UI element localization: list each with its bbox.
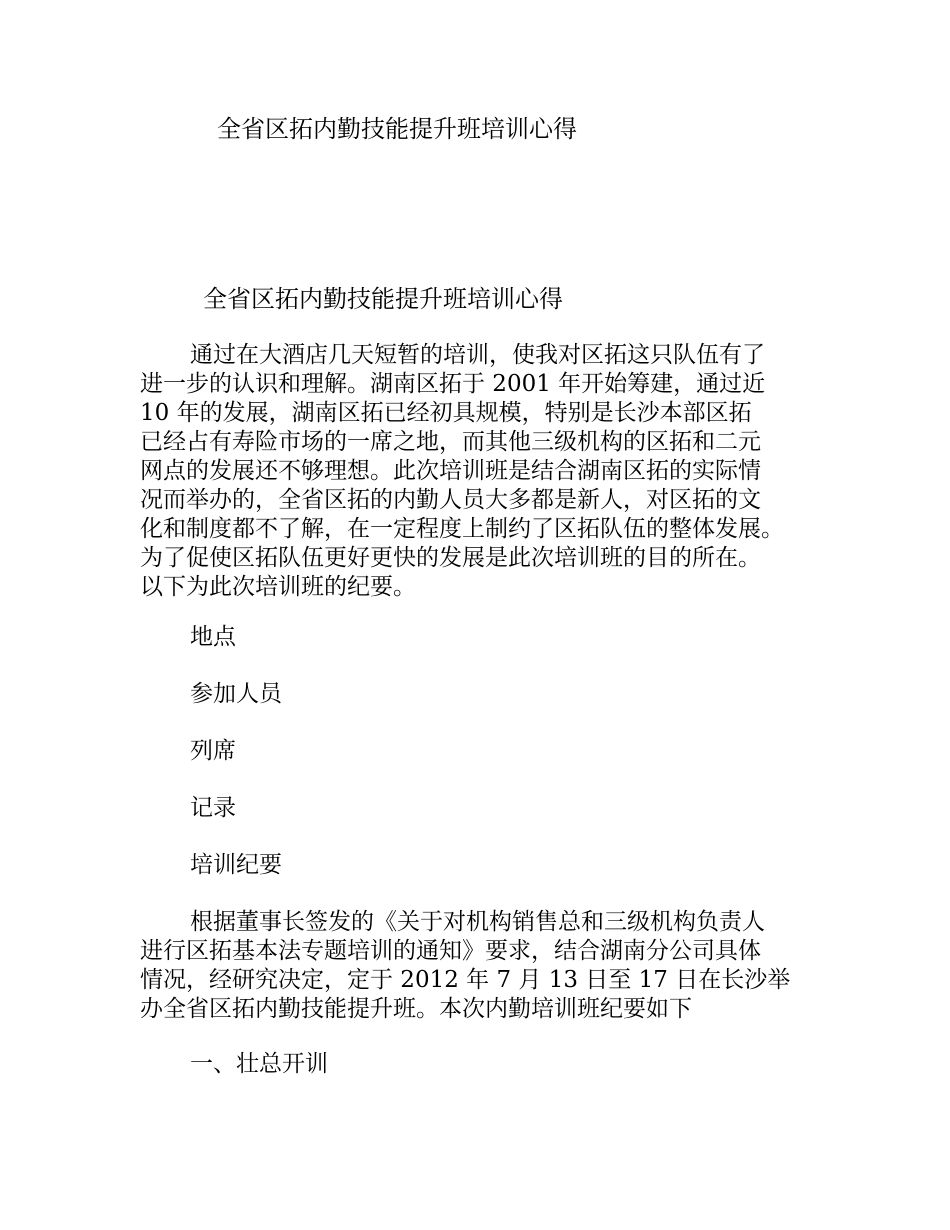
item-training-summary: 培训纪要 (190, 852, 282, 878)
intro-paragraph (140, 341, 830, 602)
notice-line: 根据董事长签发的《关于对机构销售总和三级机构负责人 (190, 909, 765, 935)
section-heading-1: 一、壮总开训 (190, 1051, 328, 1077)
notice-line: 情况，经研究决定，定于 2012 年 7 月 13 日至 17 日在长沙举 (140, 967, 791, 993)
document-title: 全省区拓内勤技能提升班培训心得 (217, 115, 577, 143)
item-record: 记录 (190, 795, 236, 821)
notice-paragraph (140, 908, 830, 1024)
intro-line: 10 年的发展，湖南区拓已经初具规模，特别是长沙本部区拓 (140, 400, 752, 426)
intro-line: 为了促使区拓队伍更好更快的发展是此次培训班的目的所在。 (140, 545, 761, 571)
notice-line: 进行区拓基本法专题培训的通知》要求，结合湖南分公司具体 (140, 938, 761, 964)
intro-line: 已经占有寿险市场的一席之地，而其他三级机构的区拓和二元 (140, 429, 761, 455)
intro-line: 通过在大酒店几天短暂的培训，使我对区拓这只队伍有了 (190, 342, 765, 368)
document-subtitle: 全省区拓内勤技能提升班培训心得 (203, 285, 563, 313)
item-observers: 列席 (190, 738, 236, 764)
item-place: 地点 (190, 624, 236, 650)
intro-line: 网点的发展还不够理想。此次培训班是结合湖南区拓的实际情 (140, 458, 761, 484)
intro-line: 况而举办的，全省区拓的内勤人员大多都是新人，对区拓的文 (140, 487, 761, 513)
intro-line: 以下为此次培训班的纪要。 (140, 574, 416, 600)
notice-line: 办全省区拓内勤技能提升班。本次内勤培训班纪要如下 (140, 996, 692, 1022)
intro-line: 化和制度都不了解，在一定程度上制约了区拓队伍的整体发展。 (140, 516, 784, 542)
intro-line: 进一步的认识和理解。湖南区拓于 2001 年开始筹建，通过近 (140, 371, 766, 397)
item-attendees: 参加人员 (190, 681, 282, 707)
